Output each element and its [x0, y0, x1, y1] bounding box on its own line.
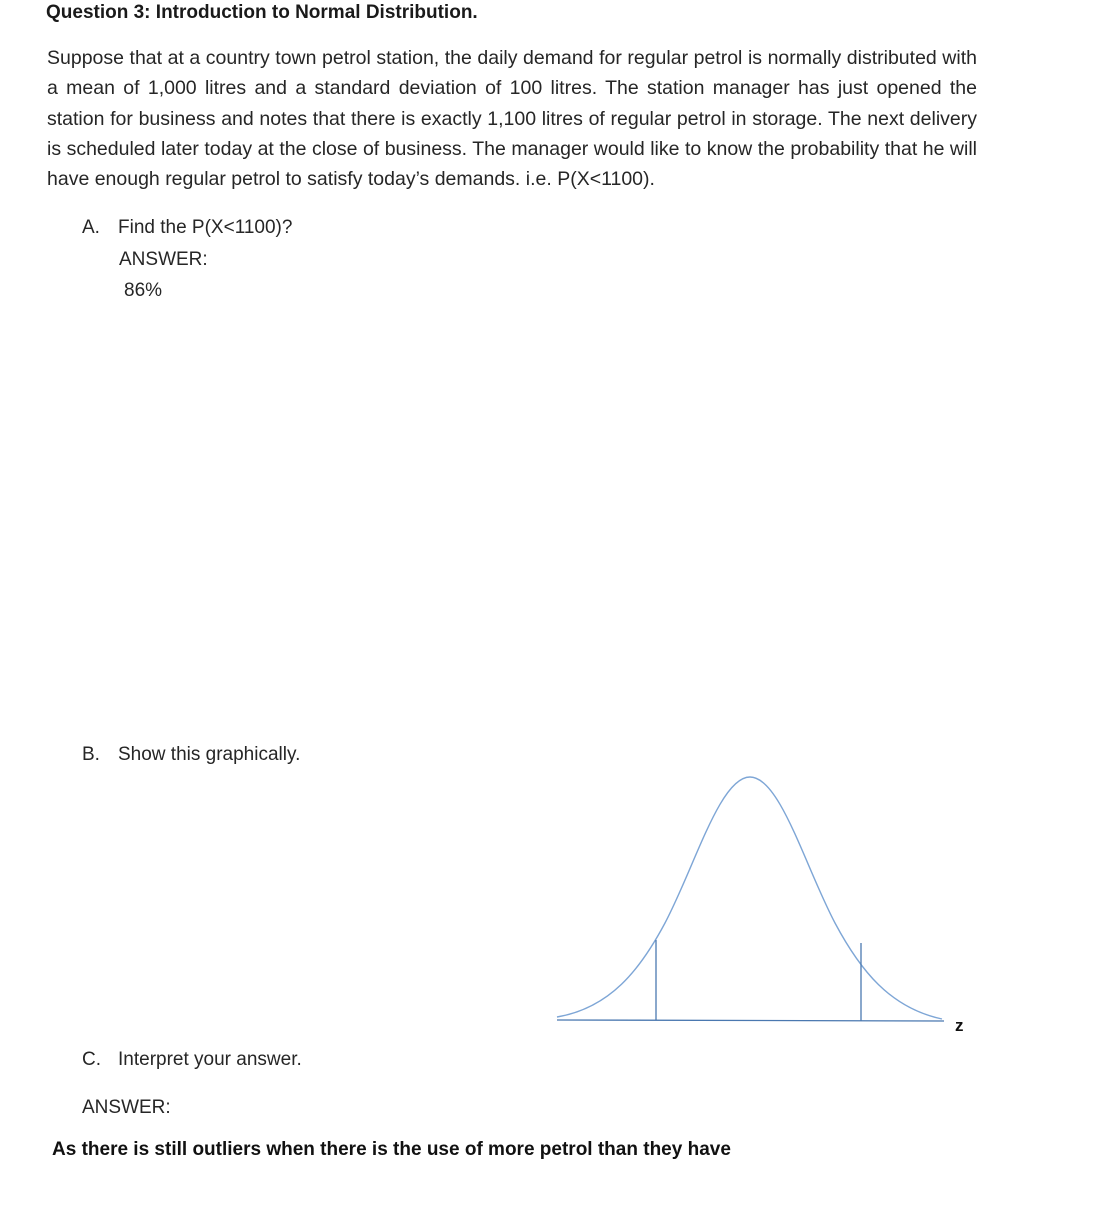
part-c-letter: C. [82, 1049, 101, 1070]
axis-label-z: z [955, 1016, 964, 1035]
part-c-answer-text: As there is still outliers when there is the use of more petrol than they have [52, 1139, 731, 1160]
part-c-answer-label: ANSWER: [82, 1097, 171, 1118]
part-b-prompt: Show this graphically. [118, 744, 301, 765]
part-a-answer-value: 86% [124, 280, 163, 301]
part-c-prompt: Interpret your answer. [118, 1049, 302, 1070]
part-a-answer-label: ANSWER: [119, 249, 208, 270]
part-c-prompt-row [82, 1049, 302, 1071]
question-paragraph: Suppose that at a country town petrol station, the daily demand for regular petrol is normally distributed with a mean of 1,000 litres and a standard deviation of 100 litres. The station manager has just opened the station for business and notes that there is exactly 1,100 litres of regular petrol in storage. The next delivery is scheduled later today at the close of business. The manager would like to know the probability that he will have enough regular petrol to satisfy today’s demands. i.e. P(X<1100). [47, 47, 977, 191]
bell-curve [557, 777, 942, 1019]
question-title: Question 3: Introduction to Normal Distribution. [46, 2, 478, 23]
part-a-prompt: Find the P(X<1100)? [118, 217, 293, 238]
part-b-letter: B. [82, 744, 100, 765]
part-a-letter: A. [82, 217, 100, 238]
baseline-axis [557, 1020, 944, 1021]
